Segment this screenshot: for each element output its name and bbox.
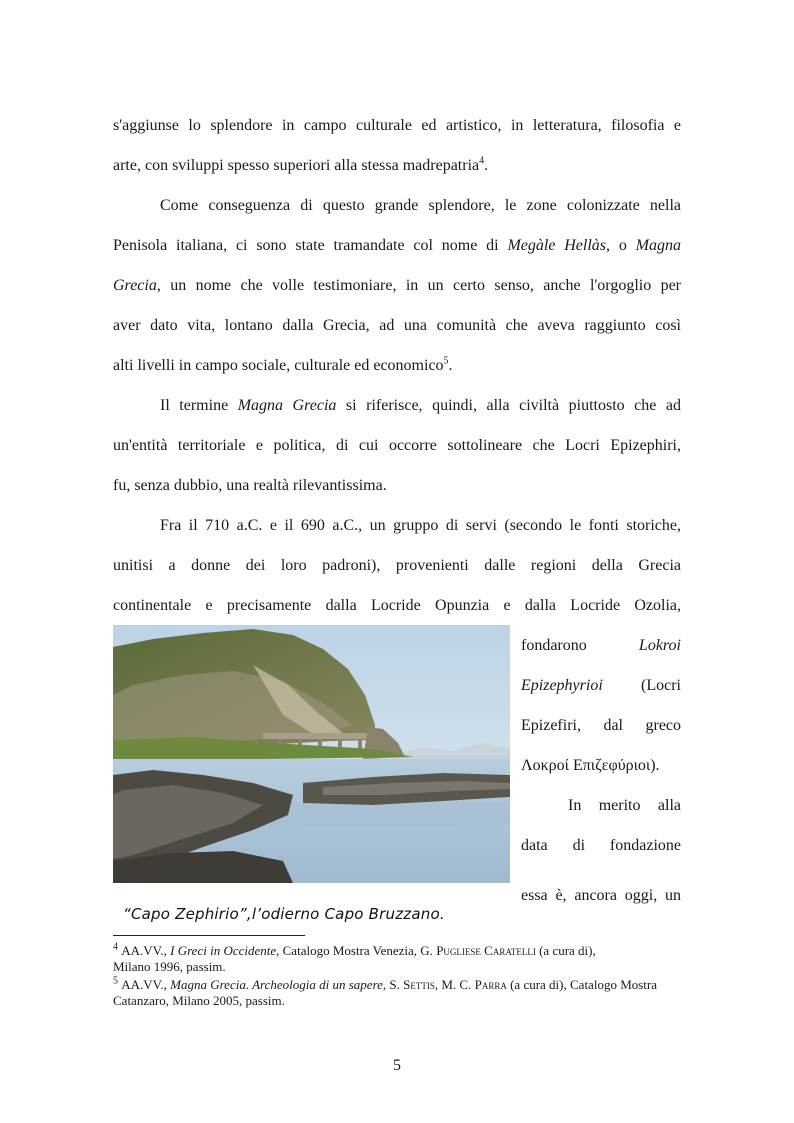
- text: Penisola italiana, ci sono state tramandate col nome di: [113, 237, 508, 254]
- italic-term: Lokroi: [638, 637, 681, 654]
- greek-text: Λοκροί Επιζεφύριοι).: [521, 757, 660, 774]
- text: Come conseguenza di questo grande splendore, le zone colonizzate nella: [160, 197, 681, 214]
- coast-photo: [113, 625, 510, 883]
- text: Il termine: [160, 397, 238, 414]
- footnote-divider: [113, 935, 305, 936]
- text: Fra il 710 a.C. e il 690 a.C., un gruppo di servi (secondo le fonti storiche,: [160, 517, 681, 534]
- body-line: [113, 476, 681, 496]
- text: greco: [645, 717, 682, 734]
- body-line: [113, 236, 681, 256]
- text: Epizefiri,: [521, 717, 581, 734]
- text: , o: [606, 237, 636, 254]
- body-line: [521, 716, 681, 736]
- text: unitisi a donne dei loro padroni), provenienti dalle regioni della Grecia: [113, 557, 681, 574]
- text: continentale e precisamente dalla Locride Opunzia e dalla Locride Ozolia,: [113, 597, 681, 614]
- body-line: [521, 636, 681, 656]
- text: data: [521, 837, 548, 854]
- figure-caption: “Capo Zephirio”,l’odierno Capo Bruzzano.: [123, 905, 445, 923]
- footnote-title: I Greci in Occidente: [170, 943, 277, 958]
- text: si riferisce, quindi, alla civiltà piuttosto che ad: [336, 397, 682, 414]
- text: essa è, ancora oggi, un: [521, 887, 681, 904]
- text: .: [448, 357, 453, 374]
- footnote-number: 5: [113, 975, 118, 987]
- body-line: [113, 156, 681, 176]
- text: .: [484, 157, 489, 174]
- footnote-editor: Pugliese Caratelli: [436, 943, 536, 958]
- footnote-ref: 5: [443, 355, 449, 367]
- italic-term: Megàle Hellàs: [507, 237, 607, 254]
- text: ,: [163, 943, 171, 958]
- text: Catanzaro, Milano 2005, passim.: [113, 993, 285, 1008]
- text: merito: [598, 797, 641, 814]
- text: (Locri: [641, 677, 681, 694]
- footnote-title: Magna Grecia. Archeologia di un sapere: [170, 977, 383, 992]
- body-line: [521, 756, 681, 776]
- text: , Catalogo Mostra Venezia, G.: [276, 943, 437, 958]
- text: arte, con sviluppi spesso superiori alla stessa madrepatria: [113, 157, 480, 174]
- text: (a cura di), Catalogo Mostra: [506, 977, 658, 992]
- text: , un nome che volle testimoniare, in un certo senso, anche l'orgoglio per: [156, 277, 681, 294]
- body-line: [113, 556, 681, 576]
- text: dal: [603, 717, 623, 734]
- body-line: [521, 676, 681, 696]
- body-line: [113, 436, 681, 456]
- text: di: [572, 837, 586, 854]
- text: In: [568, 797, 582, 814]
- body-line: [521, 886, 681, 906]
- body-line: [160, 196, 681, 216]
- text: un'entità territoriale e politica, di cui occorre sottolineare che Locri Epizephiri,: [113, 437, 681, 454]
- body-line: [521, 836, 681, 856]
- body-line: [113, 316, 681, 336]
- text: ,: [382, 977, 390, 992]
- body-line: [113, 276, 681, 296]
- body-line: [568, 796, 681, 816]
- text: aver dato vita, lontano dalla Grecia, ad una comunità che aveva raggiunto così: [113, 317, 681, 334]
- text: (a cura di),: [535, 943, 596, 958]
- italic-term: Grecia: [113, 277, 157, 294]
- text: Milano 1996, passim.: [113, 959, 226, 974]
- body-line: [160, 516, 681, 536]
- body-line: [113, 356, 681, 376]
- body-line: [113, 116, 681, 136]
- footnote-ref: 4: [479, 155, 485, 167]
- footnote: [113, 943, 681, 975]
- coast-photo-image: [113, 625, 510, 883]
- footnote-editor: S. Settis, M. C. Parra: [389, 977, 507, 992]
- footnote-number: 4: [113, 941, 118, 953]
- text: alla: [657, 797, 681, 814]
- footnote-authors: AA.VV.: [121, 943, 164, 958]
- italic-term: Epizephyrioi: [521, 677, 603, 694]
- text: fondazione: [609, 837, 681, 854]
- body-line: [113, 596, 681, 616]
- text: s'aggiunse lo splendore in campo culturale ed artistico, in letteratura, filosofia e: [113, 117, 681, 134]
- text: fondarono: [521, 637, 587, 654]
- page-number: 5: [393, 1057, 401, 1074]
- text: fu, senza dubbio, una realtà rilevantissima.: [113, 477, 387, 494]
- italic-term: Magna: [635, 237, 681, 254]
- body-line: [160, 396, 681, 416]
- italic-term: Magna Grecia: [237, 397, 337, 414]
- footnote: [113, 977, 681, 1009]
- footnote-authors: AA.VV.: [121, 977, 164, 992]
- text: alti livelli in campo sociale, culturale ed economico: [113, 357, 444, 374]
- text: ,: [163, 977, 171, 992]
